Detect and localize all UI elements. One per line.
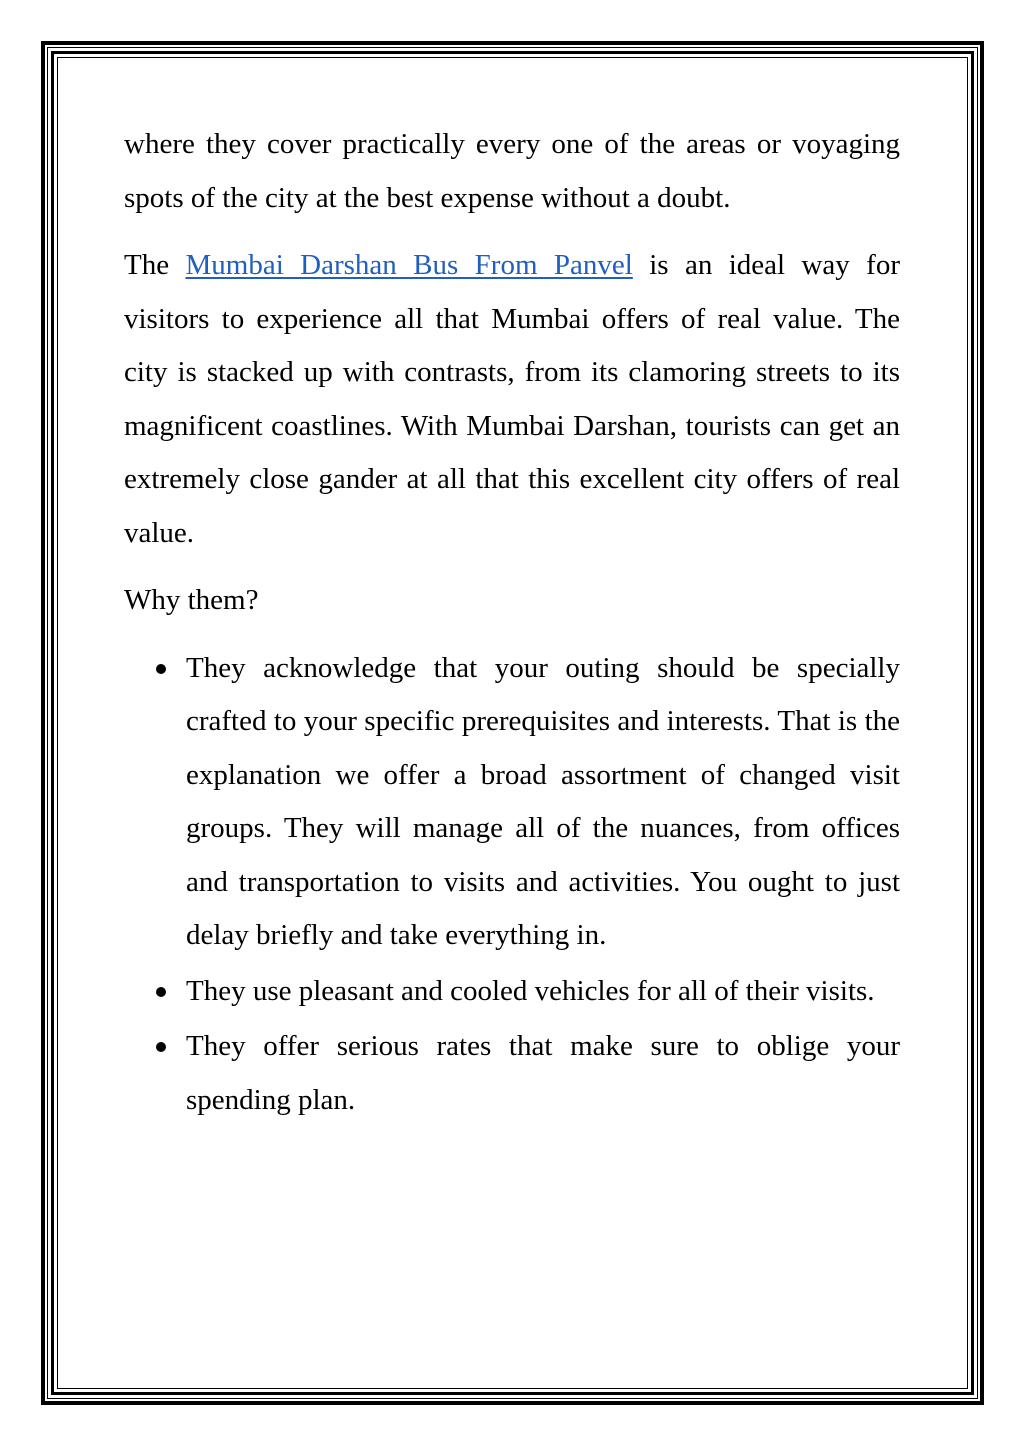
document-body: [124, 118, 900, 1129]
paragraph-intro: where they cover practically every one of the areas or voyaging spots of the city at the best expense without a doubt.: [124, 128, 900, 214]
list-item: [124, 965, 900, 1019]
bullet-icon: [156, 1042, 166, 1052]
paragraph-text-before-link: The: [124, 249, 186, 281]
bullet-icon: [156, 664, 166, 674]
bullet-icon: [156, 987, 166, 997]
list-item-text: They acknowledge that your outing should be specially crafted to your specific prerequisites and interests. That is the explanation we offer a broad assortment of changed visit groups. They will manage all of the nuances, from offices and transportation to visits and activities. You ought to just delay briefly and take everything in.: [186, 651, 900, 951]
section-heading-why-them: Why them?: [124, 584, 259, 616]
list-item: [124, 642, 900, 963]
reasons-list: [124, 642, 900, 1128]
list-item-text: They use pleasant and cooled vehicles for all of their visits.: [186, 974, 875, 1007]
list-item: [124, 1020, 900, 1127]
mumbai-darshan-link[interactable]: Mumbai Darshan Bus From Panvel: [185, 249, 633, 281]
paragraph-bus-description: [124, 239, 900, 560]
paragraph-text-after-link: is an ideal way for visitors to experience all that Mumbai offers of real value. The city is stacked up with contrasts, from its clamoring streets to its magnificent coastlines. With Mumbai Darshan, tourists can get an extremely close gander at all that this excellent city offers of real value.: [124, 249, 900, 549]
list-item-text: They offer serious rates that make sure to oblige your spending plan.: [186, 1030, 900, 1116]
